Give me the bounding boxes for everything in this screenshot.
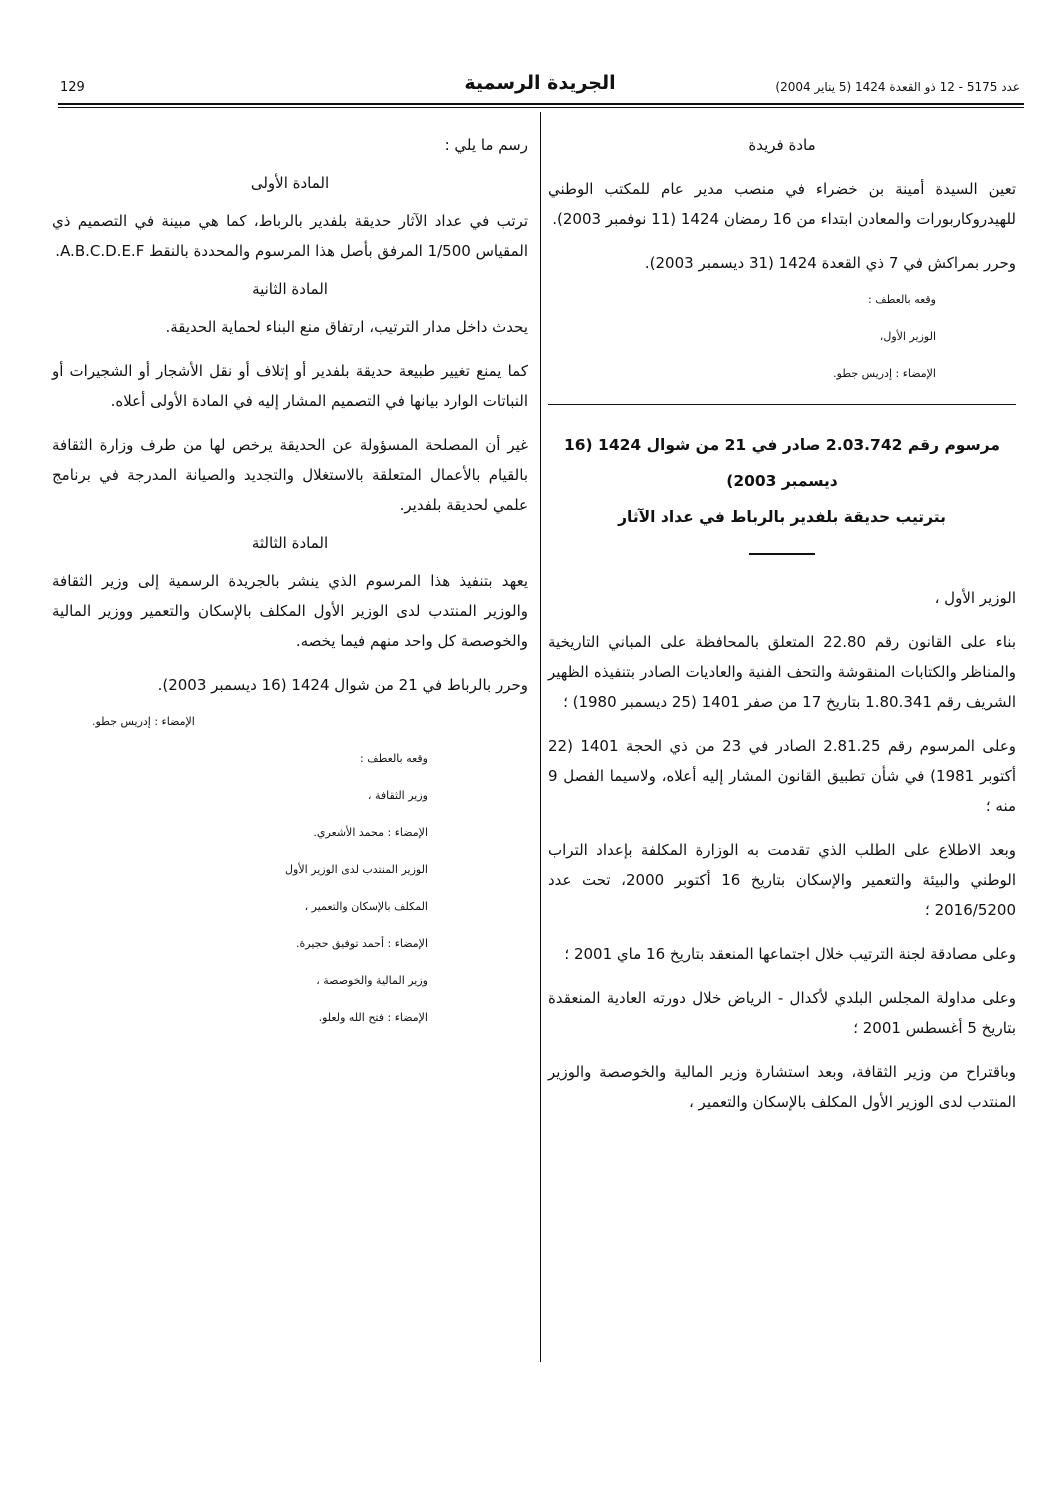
issue-line: عدد 5175 - 12 ذو القعدة 1424 (5 يناير 2004) [775,80,1020,94]
page-number: 129 [60,80,85,95]
decree-title: مرسوم رقم 2.03.742 صادر في 21 من شوال 1424 (16 ديسمبر 2003) [563,436,1001,490]
preamble-law: بناء على القانون رقم 22.80 المتعلق بالمحافظة على المباني التاريخية والمناظر والكتابات المنقوشة والتحف الفنية والعاديات الصادر بتنفيذه الظهير الشريف رقم 1.80.341 بتاريخ 17 من صفر 1401 (25 ديسمبر 1980) ؛ [548,633,1016,711]
title-underline [749,553,815,555]
page-header [60,72,1020,102]
appointment-paragraph: تعين السيدة أمينة بن خضراء في منصب مدير عام للمكتب الوطني للهيدروكاربورات والمعادن ابتداء من 16 رمضان 1424 (11 نوفمبر 2003). [548,180,1016,228]
article-3-text: يعهد بتنفيذ هذا المرسوم الذي ينشر بالجريدة الرسمية إلى وزير الثقافة والوزير المنتدب لدى الوزير الأول المكلف بالإسكان والتعمير ووزير المالية والخوصصة كل واحد منهم فيما يخصه. [52,572,528,650]
article-1-heading: المادة الأولى [250,174,330,192]
pm-signature: الإمضاء : إدريس جطو. [92,715,195,728]
article-2-heading: المادة الثانية [252,280,328,298]
column-divider [540,112,541,1362]
preamble-proposal: وباقتراح من وزير الثقافة، وبعد استشارة وزير المالية والخوصصة والوزير المنتدب لدى الوزير الأول المكلف بالإسكان والتعمير ، [548,1063,1016,1111]
header-rule-thin [58,107,1024,108]
article-2-paragraph-3: غير أن المصلحة المسؤولة عن الحديقة يرخص لها من طرف وزارة الثقافة بالقيام بالأعمال المتعلقة بالاستغلال والتجديد والصيانة المدرجة في برنامج علمي لحديقة بلفدير. [52,436,528,514]
made-at-rabat: وحرر بالرباط في 21 من شوال 1424 (16 ديسمبر 2003). [157,676,528,694]
decreed-label: رسم ما يلي : [444,136,528,154]
culture-minister-signature: الإمضاء : محمد الأشعري. [313,826,428,839]
delegate-minister-label-2: المكلف بالإسكان والتعمير ، [304,900,428,913]
prime-minister-label: الوزير الأول، [879,330,936,343]
preamble-committee: وعلى مصادقة لجنة الترتيب خلال اجتماعها المنعقد بتاريخ 16 ماي 2001 ؛ [564,945,1016,963]
header-rule [58,103,1024,105]
decree-subtitle: بترتيب حديقة بلفدير بالرباط في عداد الآثار [618,508,946,526]
left-column [52,130,528,1047]
finance-minister-signature: الإمضاء : فتح الله ولعلو. [318,1011,428,1024]
preamble-request: وبعد الاطلاع على الطلب الذي تقدمت به الوزارة المكلفة بإعداد التراب الوطني والبيئة والتعمير والإسكان بتاريخ 16 أكتوبر 2000، تحت عدد 2016/5200 ؛ [548,841,1016,919]
preamble-decree: وعلى المرسوم رقم 2.81.25 الصادر في 23 من ذي الحجة 1401 (22 أكتوبر 1981) في شأن تطبيق القانون المشار إليه أعلاه، ولاسيما الفصل 9 منه ؛ [548,737,1017,815]
preamble-council: وعلى مداولة المجلس البلدي لأكدال - الرياض خلال دورته العادية المنعقدة بتاريخ 5 أغسطس 2001 ؛ [548,989,1016,1037]
article-1-text: ترتب في عداد الآثار حديقة بلفدير بالرباط، كما هي مبينة في التصميم ذي المقياس 1/500 المرفق بأصل هذا المرسوم والمحددة بالنقط A.B.C.D.E.F. [52,212,528,260]
article-2-paragraph-2: كما يمنع تغيير طبيعة حديقة بلفدير أو إتلاف أو نقل الأشجار أو الشجيرات أو النباتات الوارد بيانها في التصميم المشار إليه في المادة الأولى أعلاه. [52,362,528,410]
sole-article-heading: مادة فريدة [748,136,816,154]
made-at-marrakech: وحرر بمراكش في 7 ذي القعدة 1424 (31 ديسمبر 2003). [644,254,1016,272]
delegate-minister-signature: الإمضاء : أحمد توفيق حجيرة. [295,937,428,950]
section-separator [548,404,1016,405]
delegate-minister-label-1: الوزير المنتدب لدى الوزير الأول [285,863,428,876]
prime-minister-signature: الإمضاء : إدريس جطو. [833,367,936,380]
decree-prime-minister: الوزير الأول ، [934,589,1016,607]
culture-minister-label: وزير الثقافة ، [367,789,428,802]
countersign-label: وقعه بالعطف : [868,293,936,306]
article-2-paragraph-1: يحدث داخل مدار الترتيب، ارتفاق منع البناء لحماية الحديقة. [165,318,528,336]
article-3-heading: المادة الثالثة [251,534,329,552]
right-column [548,130,1016,1131]
countersign-label-left: وقعه بالعطف : [360,752,428,765]
journal-title: الجريدة الرسمية [464,72,616,94]
finance-minister-label: وزير المالية والخوصصة ، [316,974,428,987]
